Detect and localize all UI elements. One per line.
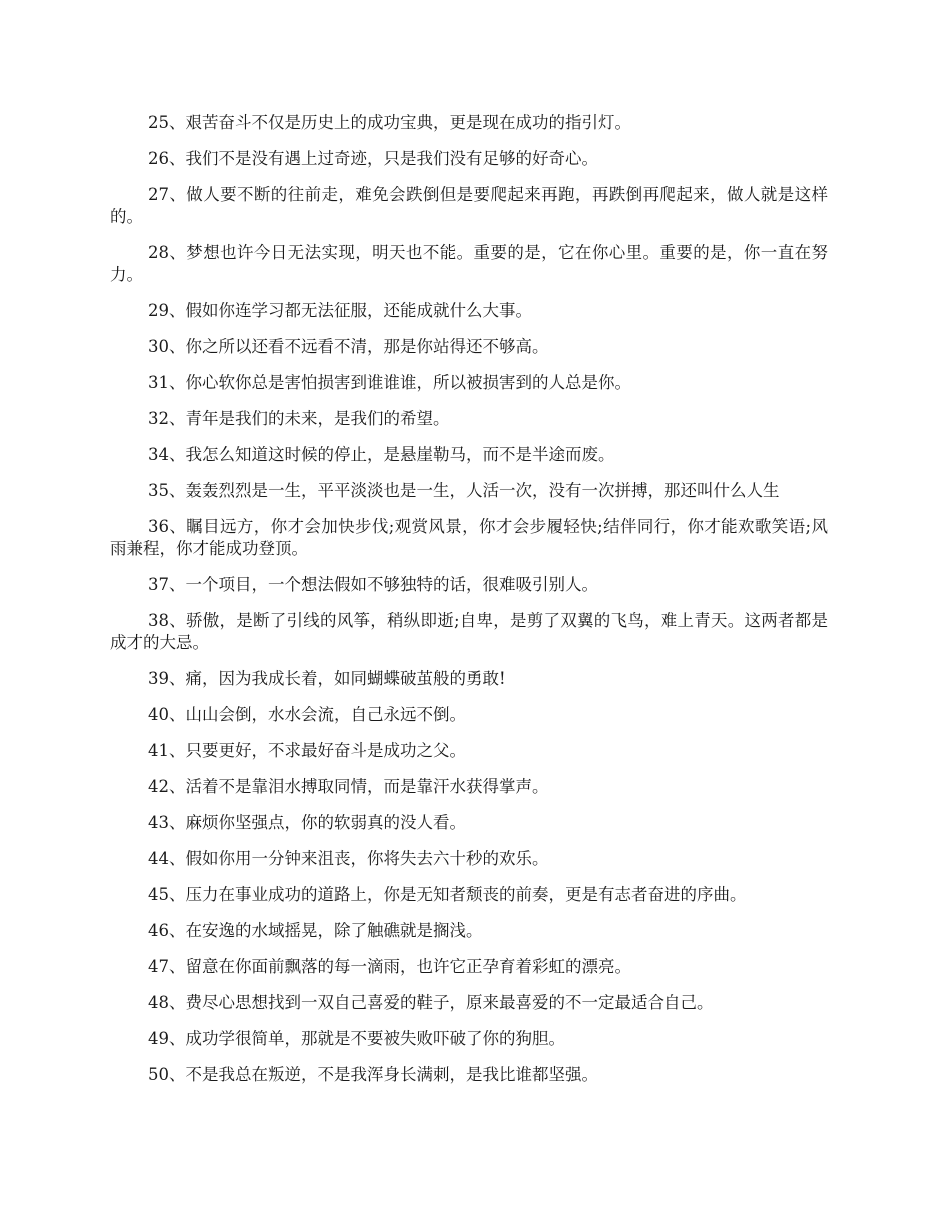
quote-paragraph: 25、艰苦奋斗不仅是历史上的成功宝典，更是现在成功的指引灯。: [148, 113, 631, 132]
quote-list: [110, 112, 828, 1100]
quote-paragraph: 48、费尽心思想找到一双自己喜爱的鞋子，原来最喜爱的不一定最适合自己。: [148, 993, 714, 1012]
quote-paragraph: 38、骄傲，是断了引线的风筝，稍纵即逝;自卑，是剪了双翼的飞鸟，难上青天。这两者都是成才的大忌。: [110, 611, 828, 652]
quote-paragraph: 30、你之所以还看不远看不清，那是你站得还不够高。: [148, 337, 549, 356]
quote-paragraph: 31、你心软你总是害怕损害到谁谁谁，所以被损害到的人总是你。: [148, 373, 631, 392]
quote-paragraph: 32、青年是我们的未来，是我们的希望。: [148, 409, 450, 428]
quote-paragraph: 41、只要更好，不求最好奋斗是成功之父。: [148, 741, 466, 760]
quote-paragraph: 40、山山会倒，水水会流，自己永远不倒。: [148, 705, 466, 724]
quote-paragraph: 27、做人要不断的往前走，难免会跌倒但是要爬起来再跑，再跌倒再爬起来，做人就是这样的。: [110, 185, 828, 226]
quote-paragraph: 39、痛，因为我成长着，如同蝴蝶破茧般的勇敢!: [148, 669, 506, 688]
quote-paragraph: 36、瞩目远方，你才会加快步伐;观赏风景，你才会步履轻快;结伴同行，你才能欢歌笑语;风雨兼程，你才能成功登顶。: [110, 517, 828, 558]
quote-paragraph: 42、活着不是靠泪水搏取同情，而是靠汗水获得掌声。: [148, 777, 549, 796]
quote-paragraph: 26、我们不是没有遇上过奇迹，只是我们没有足够的好奇心。: [148, 149, 598, 168]
quote-paragraph: 37、一个项目，一个想法假如不够独特的话，很难吸引别人。: [148, 575, 598, 594]
quote-paragraph: 45、压力在事业成功的道路上，你是无知者颓丧的前奏，更是有志者奋进的序曲。: [148, 885, 747, 904]
quote-paragraph: 35、轰轰烈烈是一生，平平淡淡也是一生，人活一次，没有一次拼搏，那还叫什么人生: [148, 481, 780, 500]
quote-paragraph: 50、不是我总在叛逆，不是我浑身长满刺，是我比谁都坚强。: [148, 1065, 598, 1084]
quote-paragraph: 28、梦想也许今日无法实现，明天也不能。重要的是，它在你心里。重要的是，你一直在努力。: [110, 243, 828, 284]
quote-paragraph: 43、麻烦你坚强点，你的软弱真的没人看。: [148, 813, 466, 832]
quote-paragraph: 46、在安逸的水域摇晃，除了触礁就是搁浅。: [148, 921, 483, 940]
quote-paragraph: 49、成功学很简单，那就是不要被失败吓破了你的狗胆。: [148, 1029, 565, 1048]
quote-paragraph: 44、假如你用一分钟来沮丧，你将失去六十秒的欢乐。: [148, 849, 549, 868]
quote-paragraph: 34、我怎么知道这时候的停止，是悬崖勒马，而不是半途而废。: [148, 445, 615, 464]
quote-paragraph: 47、留意在你面前飘落的每一滴雨，也许它正孕育着彩虹的漂亮。: [148, 957, 631, 976]
quote-paragraph: 29、假如你连学习都无法征服，还能成就什么大事。: [148, 301, 532, 320]
